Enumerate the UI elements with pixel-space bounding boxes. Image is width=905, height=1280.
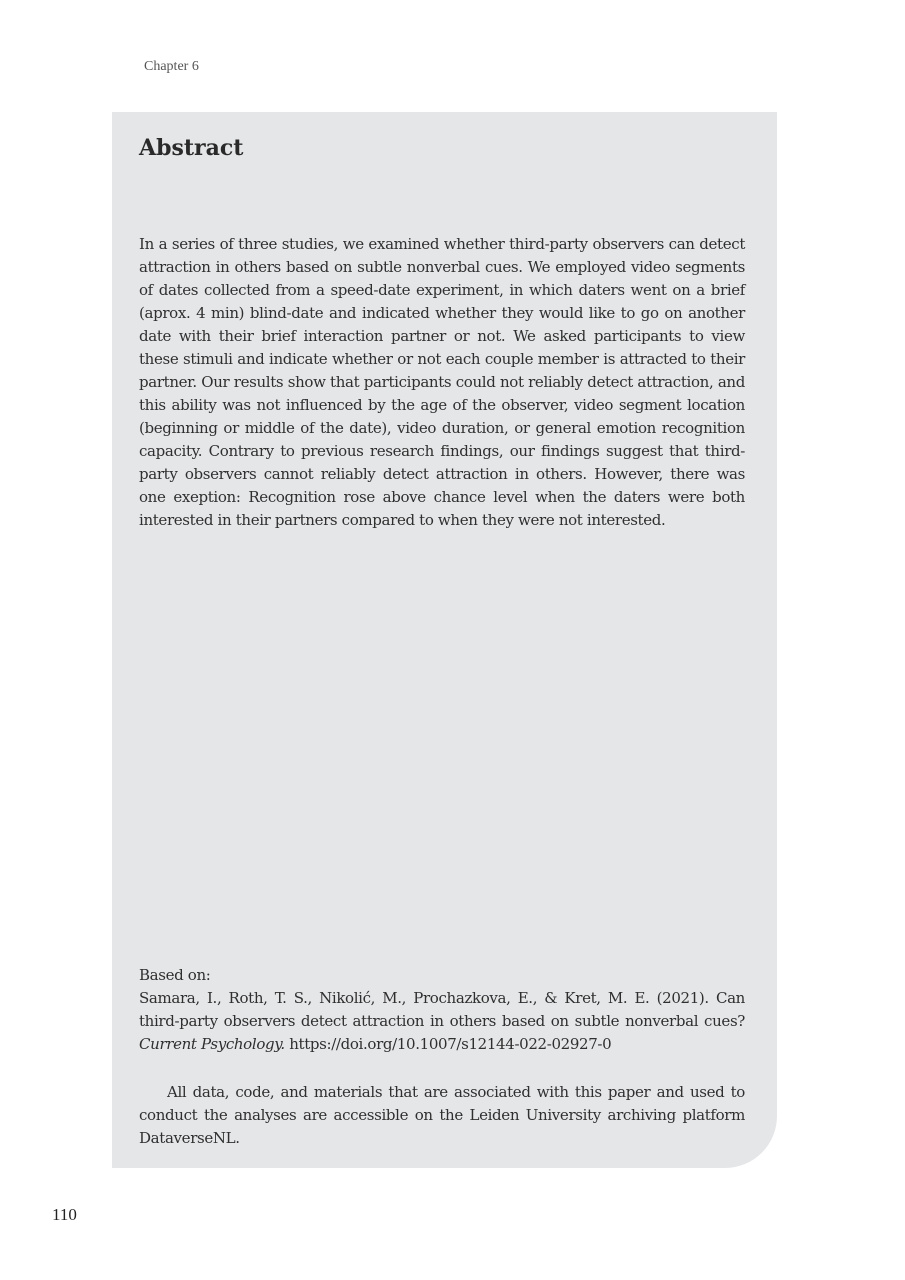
abstract-title: Abstract bbox=[139, 135, 244, 161]
citation-label: Based on: bbox=[139, 966, 211, 984]
citation-journal: Current Psychology. bbox=[139, 1035, 285, 1053]
abstract-body: In a series of three studies, we examined whether third-party observers can detect attraction in others based on subtle nonverbal cues. We employed video segments of dates collected from a speed-date experiment, in which daters went on a brief (aprox. 4 min) blind-date and indicated whether they would like to go on another date with their brief interaction partner or not. We asked participants to view these stimuli and indicate whether or not each couple member is attracted to their partner. Our results show that participants could not reliably detect attraction, and this ability was not influenced by the age of the observer, video segment location (beginning or middle of the date), video duration, or general emotion recognition capacity. Contrary to previous research findings, our findings suggest that third-party observers cannot reliably detect attraction in others. However, there was one exeption: Recognition rose above chance level when the daters were both interested in their partners compared to when they were not interested. bbox=[139, 235, 745, 529]
citation-authors-title: Samara, I., Roth, T. S., Nikolić, M., Prochazkova, E., & Kret, M. E. (2021). Can third-party observers detect attraction in others based on subtle nonverbal cues? bbox=[139, 989, 745, 1030]
data-availability-statement: All data, code, and materials that are associated with this paper and used to conduct the analyses are accessible on the Leiden University archiving platform DataverseNL. bbox=[139, 1083, 745, 1147]
citation-reference bbox=[139, 987, 745, 1056]
page-number: 110 bbox=[52, 1205, 77, 1224]
running-head: Chapter 6 bbox=[144, 59, 199, 74]
citation-doi: https://doi.org/10.1007/s12144-022-02927-0 bbox=[289, 1035, 612, 1053]
citation-block bbox=[139, 964, 745, 1056]
